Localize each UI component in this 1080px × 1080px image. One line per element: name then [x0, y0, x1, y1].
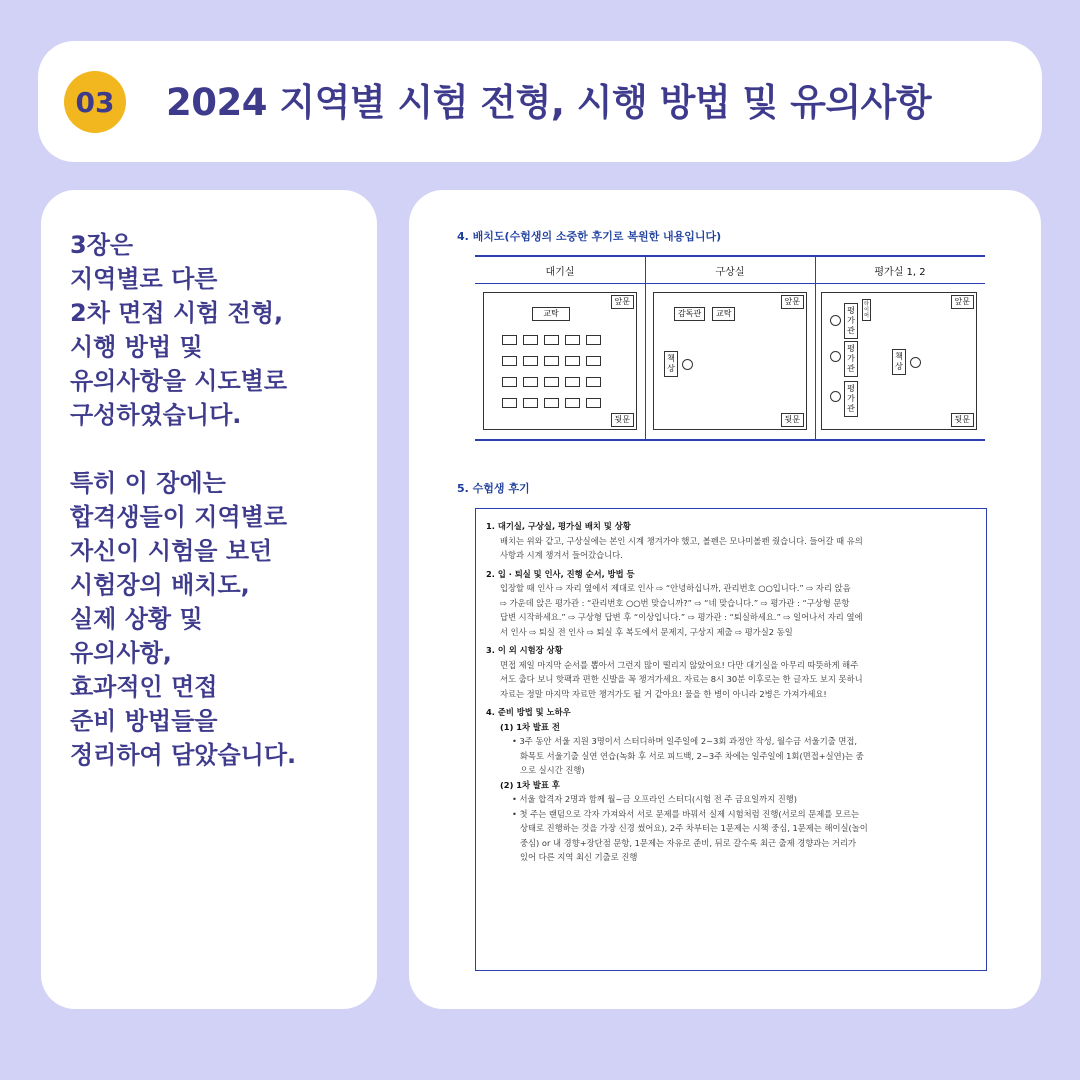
student-desk	[502, 335, 517, 345]
review-line: 자료는 정말 마지막 자료만 챙겨가도 될 거 같아요! 물을 한 병이 아니라 2병은 가져가세요!	[500, 688, 827, 699]
podium-label: 교탁	[532, 307, 570, 321]
review-line: 서 인사 ⇨ 퇴실 전 인사 ⇨ 퇴실 후 복도에서 문제지, 구상지 제출 ⇨ 평가실2 동일	[500, 626, 793, 637]
student-desk	[544, 335, 559, 345]
student-desk	[523, 356, 538, 366]
summary-line: 유의사항,	[70, 639, 172, 667]
review-line: 셔도 춥다 보니 핫팩과 편한 신발을 꼭 챙겨가세요. 자료는 8시 30분 이후로는 한 글자도 보지 못하니	[500, 674, 863, 684]
timer-label: 타이머	[862, 299, 871, 321]
evaluator-label: 평가관	[844, 303, 858, 339]
student-desk	[502, 398, 517, 408]
summary-line: 구성하였습니다.	[70, 401, 242, 429]
back-door-label: 뒷문	[781, 413, 804, 427]
page-title: 2024 지역별 시험 전형, 시행 방법 및 유의사항	[166, 81, 932, 124]
summary-text	[70, 228, 370, 772]
review-section-title: 1. 대기실, 구상실, 평가실 배치 및 상황	[486, 521, 631, 531]
review-subsection-title: (1) 1차 발표 전	[500, 721, 560, 732]
front-door-label: 앞문	[951, 295, 974, 309]
summary-line: 준비 방법들을	[70, 707, 218, 735]
desk-label: 책상	[664, 351, 678, 377]
summary-line: 합격생들이 지역별로	[70, 503, 288, 531]
review-line: 면접 제일 마지막 순서를 뽑아서 그런지 많이 떨리지 않았어요! 다만 대기실을 아무리 따뜻하게 해주	[500, 659, 859, 670]
review-line: 배치는 위와 같고, 구상실에는 본인 시계 챙겨가야 했고, 볼펜은 모나미볼펜 줬습니다. 들어갈 때 유의	[500, 535, 863, 546]
back-door-label: 뒷문	[611, 413, 634, 427]
review-heading: 5. 수험생 후기	[457, 482, 530, 495]
student-desk	[502, 356, 517, 366]
podium-label: 교탁	[712, 307, 735, 321]
student-desk	[565, 398, 580, 408]
summary-line: 실제 상황 및	[70, 605, 203, 633]
desk-label: 책상	[892, 349, 906, 375]
summary-line: 2차 면접 시험 전형,	[70, 299, 284, 327]
summary-line: 시행 방법 및	[70, 333, 203, 361]
prep-room	[653, 292, 807, 430]
seat-circle	[830, 391, 841, 402]
review-line: 으로 실시간 진행)	[520, 765, 585, 775]
review-line: 답변 시작하세요.” ⇨ 구상형 답변 후 “이상입니다.” ⇨ 평가관 : “퇴실하세요.” ⇨ 일어나서 자리 옆에	[500, 612, 863, 622]
column-header-eval: 평가실 1, 2	[874, 266, 926, 278]
review-line: 화목토 서울기출 실연 연습(녹화 후 서로 피드백, 2~3주 차에는 일주일에 1회(면접+실연)는 줌	[520, 750, 864, 761]
supervisor-label: 감독관	[674, 307, 705, 321]
column-header-prep: 구상실	[715, 266, 745, 278]
waiting-room	[483, 292, 637, 430]
seat-circle	[830, 351, 841, 362]
student-desk	[565, 335, 580, 345]
summary-line: 지역별로 다른	[70, 265, 218, 293]
summary-card	[41, 190, 377, 1009]
evaluator-label: 평가관	[844, 341, 858, 377]
header-card	[38, 41, 1042, 162]
student-desk	[523, 335, 538, 345]
summary-line: 유의사항을 시도별로	[70, 367, 288, 395]
back-door-label: 뒷문	[951, 413, 974, 427]
summary-line: 효과적인 면접	[70, 673, 218, 701]
review-line: 입장할 때 인사 ⇨ 자리 옆에서 제대로 인사 ⇨ “안녕하십니까, 관리번호 ○○입니다.” ⇨ 자리 앉음	[500, 583, 851, 593]
summary-line: 시험장의 배치도,	[70, 571, 250, 599]
student-desk	[565, 356, 580, 366]
document-preview-card	[409, 190, 1041, 1009]
review-line: 상태로 진행하는 것을 가장 신경 썼어요), 2주 차부터는 1문제는 시책 중심, 1문제는 해이실(놀이	[520, 823, 868, 833]
review-line: • 3주 동안 서울 지원 3명이서 스터디하며 일주일에 2~3회 과정안 작성, 월수금 서울기출 면접,	[512, 736, 858, 746]
student-desk	[523, 377, 538, 387]
review-section-title: 4. 준비 방법 및 노하우	[486, 707, 571, 717]
summary-line: 특히 이 장에는	[70, 469, 226, 497]
review-line: • 서울 합격자 2명과 함께 월~금 오프라인 스터디(시험 전 주 금요일까지 진행)	[512, 794, 798, 804]
student-desk	[544, 398, 559, 408]
student-desk	[544, 377, 559, 387]
review-line: 있어 다른 지역 최신 기출로 진행	[520, 852, 638, 862]
review-box	[475, 508, 987, 971]
review-subsection-title: (2) 1차 발표 후	[500, 779, 560, 790]
chapter-number-badge: 03	[64, 71, 126, 133]
review-line: 중심) or 내 경향+장단점 문항, 1문제는 자유로 준비, 뒤로 갈수록 최근 출제 경향과는 거리가	[520, 837, 857, 848]
seat-circle	[830, 315, 841, 326]
student-desk	[565, 377, 580, 387]
review-line: • 첫 주는 랜덤으로 각자 가져와서 서로 문제를 바꿔서 실제 시험처럼 진행(서로의 문제를 모르는	[512, 808, 859, 819]
summary-line: 3장은	[70, 231, 134, 259]
column-header-waiting: 대기실	[545, 266, 575, 278]
summary-line: 자신이 시험을 보던	[70, 537, 273, 565]
review-section-title: 3. 이 외 시험장 상황	[486, 645, 563, 655]
review-section-title: 2. 입 · 퇴실 및 인사, 진행 순서, 방법 등	[486, 568, 635, 579]
seating-heading: 4. 배치도(수험생의 소중한 후기로 복원한 내용입니다)	[457, 230, 722, 243]
review-line: 사항과 시계 챙겨서 들어갔습니다.	[500, 550, 623, 560]
student-desk	[586, 356, 601, 366]
student-desk	[502, 377, 517, 387]
student-desk	[586, 398, 601, 408]
seat-circle	[682, 359, 693, 370]
evaluator-label: 평가관	[844, 381, 858, 417]
student-desk	[586, 335, 601, 345]
student-desk	[586, 377, 601, 387]
student-desk	[544, 356, 559, 366]
student-desk	[523, 398, 538, 408]
review-line: ⇨ 가운데 앉은 평가관 : “관리번호 ○○번 맞습니까?” ⇨ “네 맞습니다.” ⇨ 평가관 : “구상형 문항	[500, 597, 850, 608]
evaluation-room	[821, 292, 977, 430]
seating-chart	[475, 255, 985, 441]
seat-circle	[910, 357, 921, 368]
summary-line: 정리하여 담았습니다.	[70, 741, 297, 769]
front-door-label: 앞문	[781, 295, 804, 309]
front-door-label: 앞문	[611, 295, 634, 309]
